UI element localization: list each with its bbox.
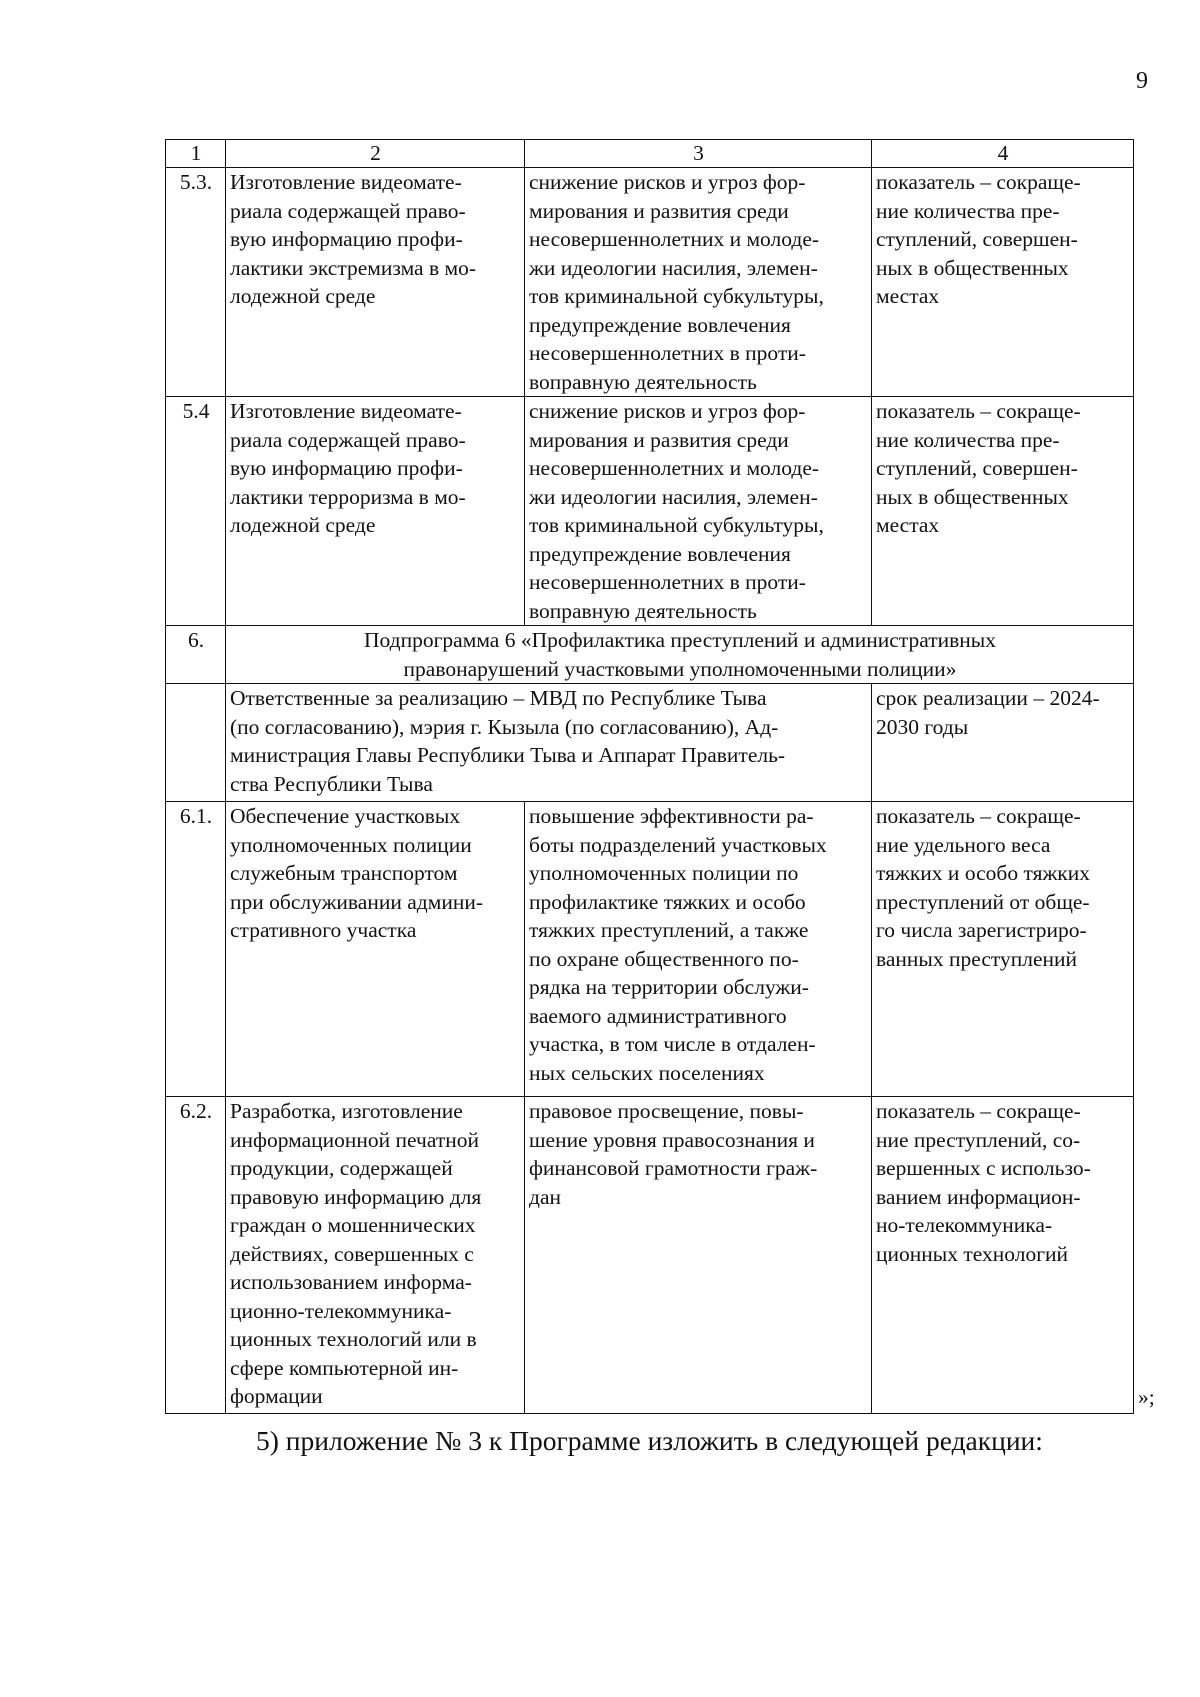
- goal-cell: [525, 168, 872, 397]
- text-line: показатель – сокраще-: [876, 399, 1081, 423]
- closing-quote: »;: [1138, 1385, 1155, 1409]
- closing-gap: [1134, 168, 1164, 397]
- text-line: граждан о мошеннических: [230, 1213, 476, 1237]
- text-line: ных сельских поселениях: [529, 1060, 765, 1085]
- text-line: ние количества пре-: [876, 198, 1060, 223]
- text-line: показатель – сокраще-: [876, 170, 1081, 194]
- closing-gap: [1134, 802, 1164, 1097]
- text-line: ных в общественных: [876, 484, 1069, 509]
- text-line: ванных преступлений: [876, 946, 1078, 971]
- text-line: снижение рисков и угроз фор-: [529, 399, 806, 423]
- text-line: Разработка, изготовление: [230, 1099, 463, 1123]
- goal-cell: [525, 1097, 872, 1414]
- header-cell: 3: [525, 140, 872, 168]
- text-line: информационной печатной: [230, 1127, 479, 1152]
- text-line: воправную деятельность: [529, 598, 757, 623]
- text-line: формации: [230, 1384, 323, 1408]
- text-line: правовое просвещение, повы-: [529, 1099, 804, 1123]
- text-line: показатель – сокраще-: [876, 1099, 1081, 1123]
- instruction-paragraph: 5) приложение № 3 к Программе изложить в следующей редакции:: [256, 1425, 1043, 1456]
- row-number: 5.3.: [166, 168, 226, 397]
- text-line: снижение рисков и угроз фор-: [529, 170, 806, 194]
- indicator-cell: [872, 1097, 1134, 1414]
- indicator-cell: [872, 397, 1134, 626]
- header-cell: 1: [166, 140, 226, 168]
- row-number: 6.: [166, 626, 226, 684]
- text-line: вую информацию профи-: [230, 456, 463, 480]
- closing-gap: [1134, 684, 1164, 802]
- indicator-cell: [872, 168, 1134, 397]
- text-line: дан: [529, 1184, 561, 1209]
- text-line: ваемого административного: [529, 1003, 787, 1028]
- text-line: ступлений, совершен-: [876, 456, 1078, 480]
- text-line: вершенных с использо-: [876, 1156, 1091, 1180]
- text-line: тяжких преступлений, а также: [529, 918, 809, 942]
- text-line: преступлений от обще-: [876, 889, 1090, 914]
- text-line: правовую информацию для: [230, 1184, 482, 1209]
- row-number: 5.4: [166, 397, 226, 626]
- text-line: (по согласованию), мэрия г. Кызыла (по согласованию), Ад-: [230, 714, 779, 739]
- text-line: жи идеологии насилия, элемен-: [529, 255, 818, 280]
- indicator-cell: [872, 802, 1134, 1097]
- text-line: ционно-телекоммуника-: [230, 1298, 452, 1323]
- text-line: срок реализации – 2024-: [876, 686, 1100, 710]
- text-line: но-телекоммуника-: [876, 1213, 1053, 1237]
- text-line: продукции, содержащей: [230, 1156, 453, 1180]
- text-line: риала содержащей право-: [230, 198, 466, 223]
- text-line: го числа зарегистриро-: [876, 918, 1087, 942]
- text-line: служебным транспортом: [230, 861, 458, 885]
- subprogram-title: [226, 626, 1134, 684]
- subprogram-title-row: [166, 626, 1164, 684]
- row-number: 6.1.: [166, 802, 226, 1097]
- text-line: предупреждение вовлечения: [529, 541, 791, 566]
- term-cell: [872, 684, 1134, 802]
- text-line: ных в общественных: [876, 255, 1069, 280]
- closing-gap: [1134, 140, 1164, 168]
- text-line: по охране общественного по-: [529, 946, 799, 971]
- text-line: шение уровня правосознания и: [529, 1127, 815, 1152]
- empty-number-cell: [166, 684, 226, 802]
- text-line: сфере компьютерной ин-: [230, 1355, 459, 1380]
- text-line: Изготовление видеомате-: [230, 170, 462, 194]
- table-row: [166, 168, 1164, 397]
- text-line: повышение эффективности ра-: [529, 804, 814, 828]
- text-line: ние удельного веса: [876, 832, 1051, 857]
- text-line: жи идеологии насилия, элемен-: [529, 484, 818, 509]
- closing-gap: [1134, 626, 1164, 684]
- page-number: 9: [1136, 68, 1148, 94]
- goal-cell: [525, 802, 872, 1097]
- text-line: тяжких и особо тяжких: [876, 861, 1091, 885]
- text-line: ства Республики Тыва: [230, 771, 433, 796]
- text-line: 2030 годы: [876, 714, 969, 739]
- text-line: лактики экстремизма в мо-: [230, 255, 477, 280]
- measure-cell: [226, 1097, 525, 1414]
- text-line: уполномоченных полиции по: [529, 861, 799, 885]
- row-number: 6.2.: [166, 1097, 226, 1414]
- text-line: мирования и развития среди: [529, 198, 789, 223]
- text-line: лодежной среде: [230, 513, 376, 537]
- text-line: финансовой грамотности граж-: [529, 1156, 818, 1180]
- text-line: лактики терроризма в мо-: [230, 484, 466, 509]
- text-line: тов криминальной субкультуры,: [529, 284, 824, 308]
- text-line: ние количества пре-: [876, 427, 1060, 452]
- program-table: [165, 139, 1164, 1414]
- header-cell: 4: [872, 140, 1134, 168]
- text-line: действиях, совершенных с: [230, 1241, 474, 1266]
- text-line: ционных технологий или в: [230, 1327, 477, 1351]
- text-line: участка, в том числе в отдален-: [529, 1032, 816, 1056]
- text-line: боты подразделений участковых: [529, 832, 827, 857]
- measure-cell: [226, 802, 525, 1097]
- text-line: риала содержащей право-: [230, 427, 466, 452]
- text-line: ционных технологий: [876, 1241, 1069, 1266]
- header-cell: 2: [226, 140, 525, 168]
- measure-cell: [226, 397, 525, 626]
- text-line: мирования и развития среди: [529, 427, 789, 452]
- table-row: [166, 397, 1164, 626]
- table-row: [166, 1097, 1164, 1414]
- table-header-row: [166, 140, 1164, 168]
- responsible-row: [166, 684, 1164, 802]
- text-line: Ответственные за реализацию – МВД по Республике Тыва: [230, 686, 767, 710]
- text-line: стративного участка: [230, 918, 417, 942]
- text-line: министрация Главы Республики Тыва и Аппарат Правитель-: [230, 743, 786, 767]
- text-line: местах: [876, 284, 940, 308]
- text-line: предупреждение вовлечения: [529, 312, 791, 337]
- text-line: несовершеннолетних и молоде-: [529, 456, 820, 480]
- text-line: тов криминальной субкультуры,: [529, 513, 824, 537]
- text-line: уполномоченных полиции: [230, 832, 472, 857]
- text-line: показатель – сокраще-: [876, 804, 1081, 828]
- goal-cell: [525, 397, 872, 626]
- text-line: местах: [876, 513, 940, 537]
- text-line: Обеспечение участковых: [230, 804, 461, 828]
- text-line: вую информацию профи-: [230, 227, 463, 251]
- text-line: при обслуживании админи-: [230, 889, 483, 914]
- text-line: использованием информа-: [230, 1270, 472, 1294]
- text-line: правонарушений участковыми уполномоченными полиции»: [403, 656, 957, 681]
- closing-gap: [1134, 397, 1164, 626]
- responsible-cell: [226, 684, 872, 802]
- text-line: рядка на территории обслужи-: [529, 975, 809, 999]
- text-line: Подпрограмма 6 «Профилактика преступлений и административных: [364, 628, 996, 652]
- text-line: профилактике тяжких и особо: [529, 889, 806, 914]
- table-row: [166, 802, 1164, 1097]
- measure-cell: [226, 168, 525, 397]
- text-line: ние преступлений, со-: [876, 1127, 1081, 1152]
- text-line: несовершеннолетних в проти-: [529, 570, 806, 594]
- text-line: ступлений, совершен-: [876, 227, 1078, 251]
- closing-gap: [1134, 1097, 1164, 1414]
- text-line: лодежной среде: [230, 284, 376, 308]
- text-line: Изготовление видеомате-: [230, 399, 462, 423]
- text-line: ванием информацион-: [876, 1184, 1081, 1209]
- text-line: несовершеннолетних в проти-: [529, 341, 806, 365]
- text-line: воправную деятельность: [529, 369, 757, 394]
- text-line: несовершеннолетних и молоде-: [529, 227, 820, 251]
